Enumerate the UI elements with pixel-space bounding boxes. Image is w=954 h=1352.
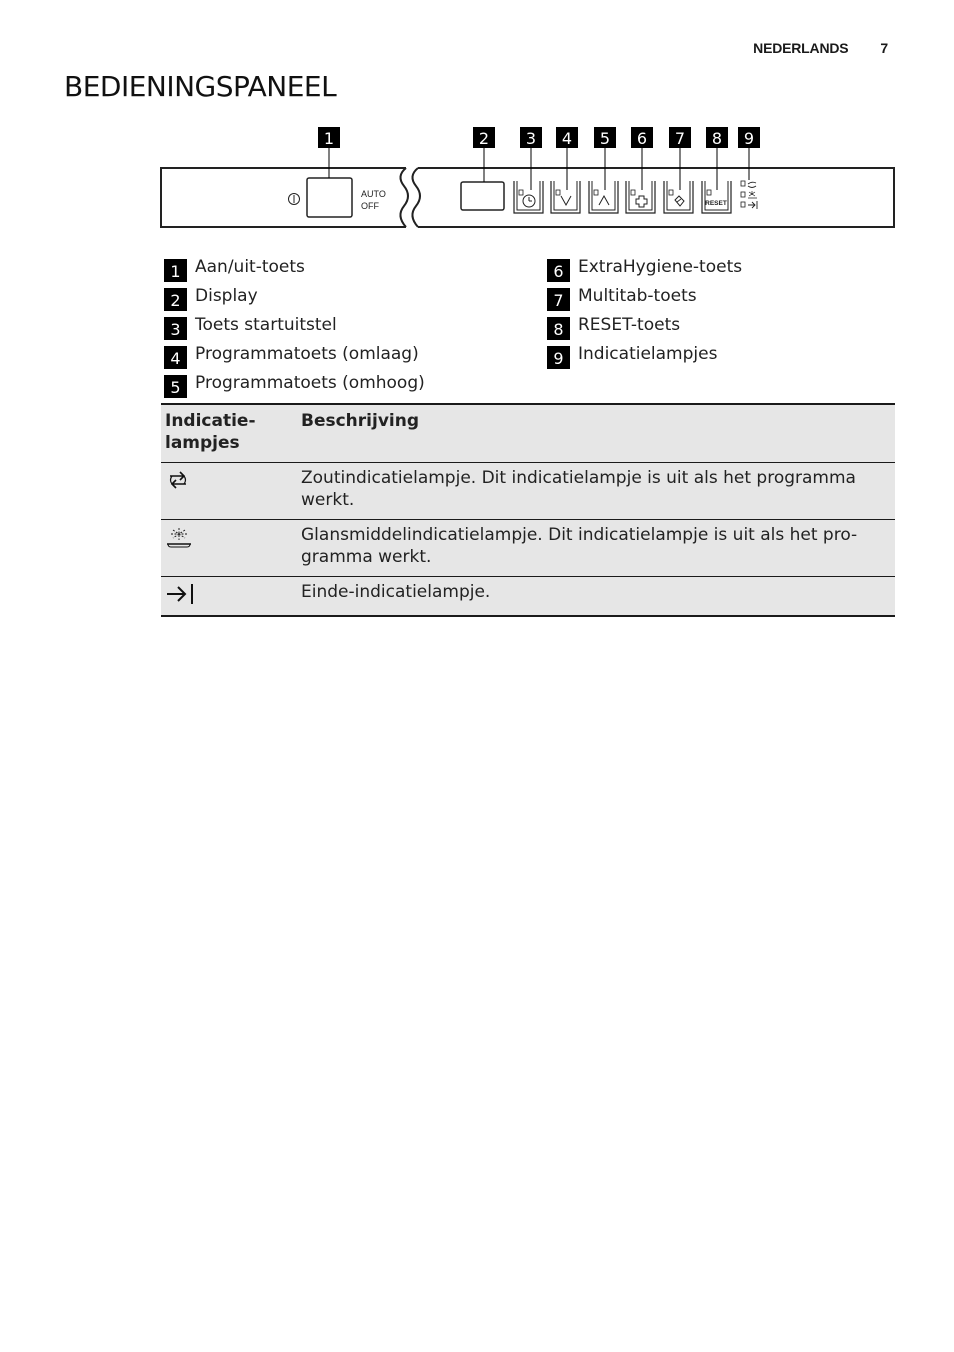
program-down-button [551, 181, 580, 213]
callout-7 [669, 127, 691, 190]
callout-6 [631, 127, 653, 190]
table-row [161, 577, 895, 617]
svg-text:2: 2 [478, 129, 490, 148]
table-row [161, 520, 895, 577]
table-row [161, 463, 895, 520]
display-window [461, 182, 504, 210]
panel-outline-right [418, 168, 894, 227]
svg-text:5: 5 [599, 129, 611, 148]
legend-item [547, 256, 742, 285]
control-panel-diagram [0, 0, 954, 240]
legend-right [547, 256, 742, 372]
indicator-icon-cell [161, 463, 297, 520]
rinse-aid-icon [165, 524, 193, 550]
svg-text:3: 3 [525, 129, 537, 148]
legend-number: 8 [547, 317, 570, 340]
legend-label: ExtraHygiene-toets [578, 257, 743, 277]
legend-item [164, 256, 425, 285]
program-up-button [589, 181, 618, 213]
delay-start-button [514, 181, 543, 213]
indicator-icon-cell [161, 520, 297, 577]
on-off-button [307, 178, 352, 217]
reset-label: RESET [705, 200, 727, 207]
legend-number: 7 [547, 288, 570, 311]
legend-label: Indicatielampjes [578, 344, 718, 364]
legend-item [164, 285, 425, 314]
off-label: OFF [361, 201, 379, 211]
end-icon [748, 201, 757, 209]
indicator-description: Einde-indicatielampje. [297, 577, 895, 617]
legend-number: 3 [164, 317, 187, 340]
callout-4 [556, 127, 578, 190]
indicator-lamps [741, 181, 757, 209]
tablet-icon [675, 196, 684, 206]
legend-label: Programmatoets (omlaag) [195, 344, 419, 364]
extrahygiene-button [626, 181, 655, 213]
callout-9 [738, 127, 760, 180]
multitab-button [664, 181, 693, 213]
legend-number: 9 [547, 346, 570, 369]
indicator-icon-cell [161, 577, 297, 617]
chevron-down-icon [561, 196, 571, 205]
auto-label: AUTO [361, 189, 386, 199]
legend-item [164, 314, 425, 343]
indicator-table [161, 403, 895, 617]
legend-item [547, 314, 742, 343]
legend-label: Programmatoets (omhoog) [195, 373, 425, 393]
page-number: 7 [880, 40, 888, 56]
legend-item [164, 343, 425, 372]
header-language: NEDERLANDS [753, 40, 849, 56]
legend-left [164, 256, 425, 401]
svg-text:6: 6 [636, 129, 648, 148]
svg-text:8: 8 [711, 129, 723, 148]
legend-number: 4 [164, 346, 187, 369]
callout-5 [594, 127, 616, 190]
legend-label: Display [195, 286, 258, 306]
legend-label: Aan/uit-toets [195, 257, 305, 277]
legend-number: 5 [164, 375, 187, 398]
rinse-aid-icon [748, 191, 757, 198]
legend-label: RESET-toets [578, 315, 681, 335]
legend-number: 2 [164, 288, 187, 311]
svg-text:9: 9 [743, 129, 755, 148]
callout-2 [473, 127, 495, 182]
indicator-description: Glansmiddelindicatielampje. Dit indicatielampje is uit als het pro-gramma werkt. [297, 520, 895, 577]
panel-break-right [412, 168, 420, 227]
salt-icon [748, 182, 756, 187]
callout-3 [520, 127, 542, 190]
salt-icon [165, 467, 191, 493]
legend-number: 6 [547, 259, 570, 282]
legend-item [547, 285, 742, 314]
power-icon [289, 194, 300, 205]
legend-number: 1 [164, 259, 187, 282]
end-icon [165, 581, 195, 607]
svg-text:1: 1 [323, 129, 335, 148]
legend-label: Multitab-toets [578, 286, 697, 306]
hygiene-cross-icon [636, 196, 647, 207]
column-header-indicator: Indicatie- lampjes [161, 404, 297, 463]
table-header-row [161, 404, 895, 463]
legend-item [164, 372, 425, 401]
chevron-up-icon [599, 196, 609, 205]
svg-text:7: 7 [674, 129, 686, 148]
panel-break-left [400, 168, 408, 227]
page-title: BEDIENINGSPANEEL [64, 70, 337, 103]
indicator-description: Zoutindicatielampje. Dit indicatielampje is uit als het programma werkt. [297, 463, 895, 520]
legend-item [547, 343, 742, 372]
callout-1 [318, 127, 340, 178]
svg-text:4: 4 [561, 129, 573, 148]
legend-label: Toets startuitstel [195, 315, 337, 335]
column-header-description: Beschrijving [297, 404, 895, 463]
callout-8 [706, 127, 728, 190]
